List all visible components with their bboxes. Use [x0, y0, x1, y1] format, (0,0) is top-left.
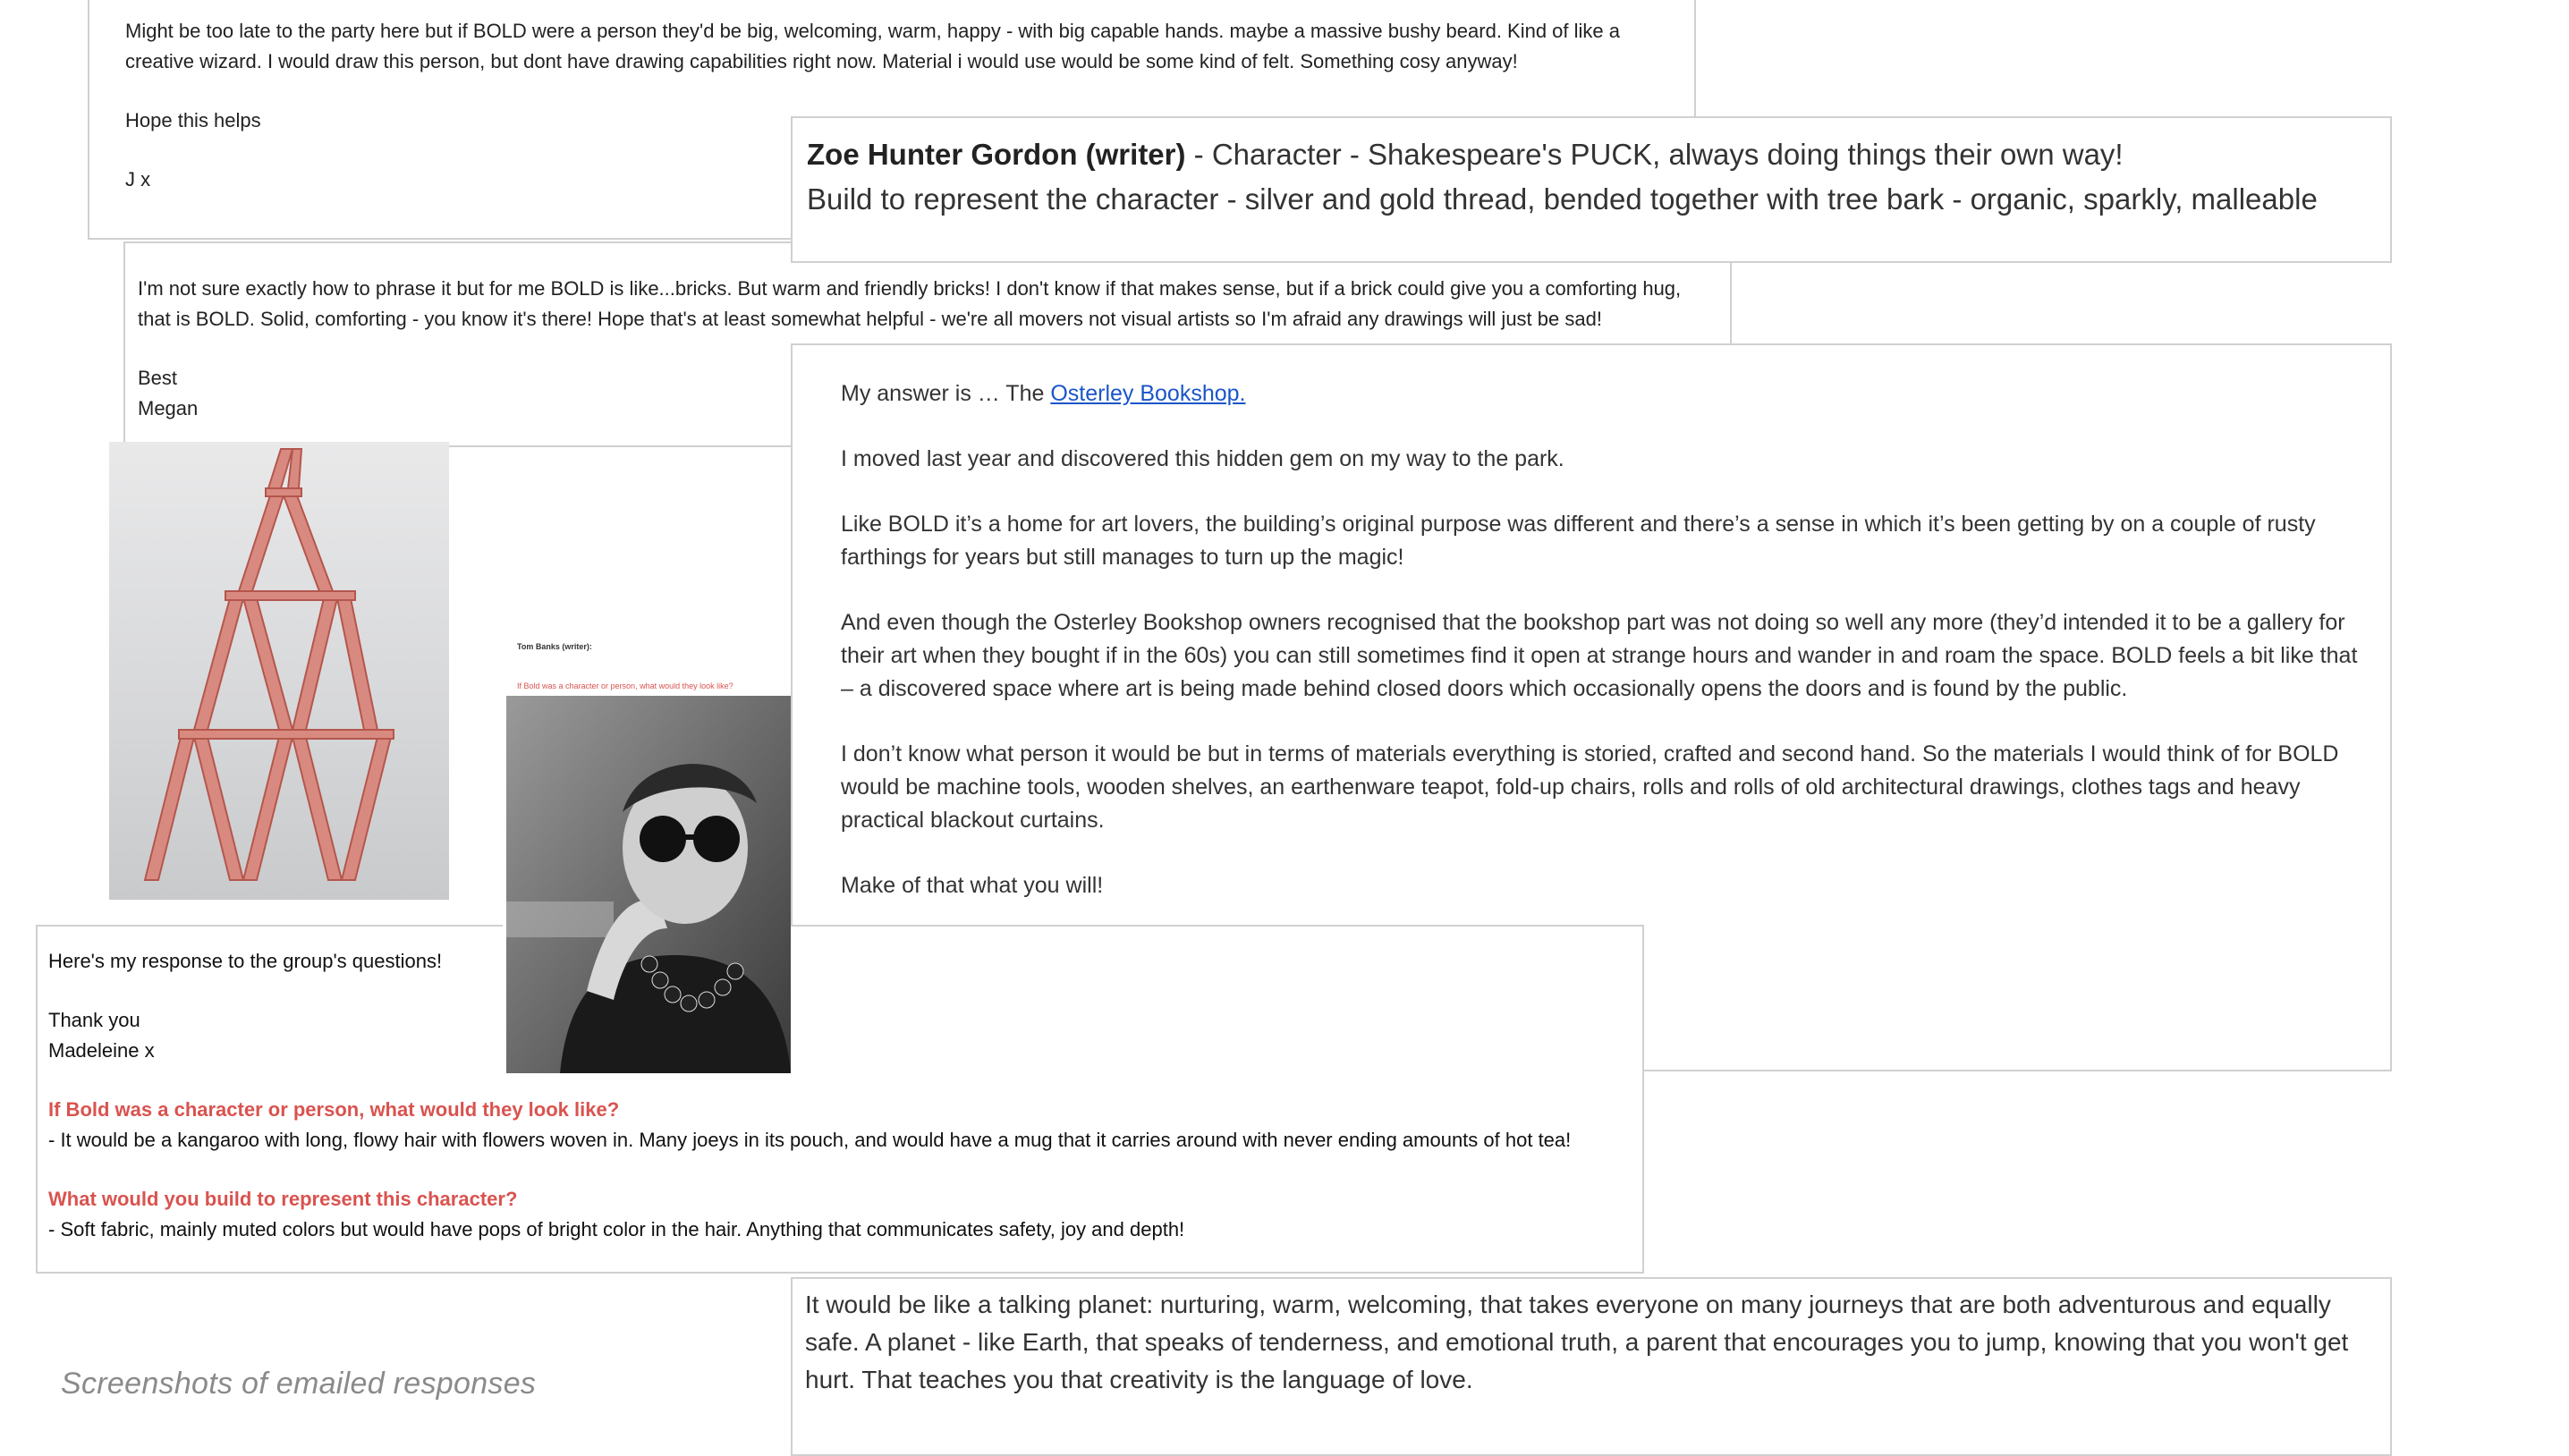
zoe-line-1 — [807, 132, 2376, 177]
house-of-cards-illustration — [109, 442, 449, 900]
osterley-p5: I don’t know what person it would be but in terms of materials everything is storied, crafted and second hand. So the materials I would think of for BOLD would be machine tools, wooden shelves, an earthenware teapot, fold-up chairs, rolls and rolls of old architectural drawings, clothes tags and heavy practical blackout curtains. — [841, 741, 2339, 833]
osterley-p3: Like BOLD it’s a home for art lovers, the building’s original purpose was different and there’s a sense in which it’s been getting by on a couple of rusty farthings for years but still manages to turn up the magic! — [841, 512, 2316, 570]
osterley-answer-prefix: My answer is … The — [841, 381, 1051, 406]
email-card-zoe — [791, 116, 2392, 263]
zoe-name: Zoe Hunter Gordon (writer) — [807, 138, 1186, 171]
planet-text: It would be like a talking planet: nurturing, warm, welcoming, that takes everyone on many journeys that are both adventurous and equally safe. A planet - like Earth, that speaks of tenderness, and emotional truth, a parent that encourages you to jump, knowing that you won't get hurt. That teaches you that creativity is the language of love. — [805, 1291, 2349, 1393]
tom-title: Tom Banks (writer): — [517, 642, 592, 651]
jx-paragraph: Might be too late to the party here but if BOLD were a person they'd be big, welcoming, warm, happy - with big capable hands. maybe a massive bushy beard. Kind of like a creative wizard. I would draw this person, but dont have drawing capabilities right now. Material i would use would be some kind of felt. Something cosy anyway! — [125, 20, 1621, 72]
madeleine-answer-1: - It would be a kangaroo with long, flowy hair with flowers woven in. Many joeys in its pouch, and would have a mug that it carries around with never ending amounts of hot tea! — [48, 1129, 1572, 1151]
zoe-line-2: Build to represent the character - silver and gold thread, bended together with tree bark - organic, sparkly, malleable — [807, 182, 2318, 216]
caption: Screenshots of emailed responses — [61, 1367, 537, 1401]
madeleine-name: Madeleine x — [48, 1039, 155, 1062]
email-card-planet — [791, 1277, 2392, 1456]
tom-question: If Bold was a character or person, what would they look like? — [517, 681, 733, 690]
megan-name: Megan — [138, 397, 199, 419]
email-card-madeleine — [36, 925, 1644, 1274]
house-of-cards-image — [109, 442, 449, 900]
osterley-bookshop-link[interactable]: Osterley Bookshop. — [1050, 381, 1246, 406]
osterley-p6: Make of that what you will! — [841, 873, 1104, 898]
portrait-photo — [506, 696, 791, 1073]
madeleine-question-2: What would you build to represent this character? — [48, 1188, 518, 1210]
osterley-p4: And even though the Osterley Bookshop owners recognised that the bookshop part was not doing so well any more (they’d intended it to be a gallery for their art when they bought if in the 60s) you can still sometimes find it open at strange hours and wander in and roam the space. BOLD feels a bit like that – a discovered space where art is being made behind closed doors which occasionally opens the doors and is found by the public. — [841, 610, 2358, 701]
portrait-illustration — [506, 696, 791, 1073]
madeleine-thanks: Thank you — [48, 1009, 140, 1031]
osterley-answer — [841, 377, 2372, 411]
jx-signoff: J x — [125, 168, 151, 190]
madeleine-intro: Here's my response to the group's questions! — [48, 950, 443, 972]
madeleine-answer-2: - Soft fabric, mainly muted colors but would have pops of bright color in the hair. Anything that communicates safety, joy and depth! — [48, 1218, 1185, 1240]
megan-best: Best — [138, 367, 178, 389]
jx-hope: Hope this helps — [125, 109, 261, 131]
zoe-character: - Character - Shakespeare's PUCK, always doing things their own way! — [1185, 138, 2124, 171]
email-card-tom — [503, 628, 791, 1073]
osterley-p2: I moved last year and discovered this hidden gem on my way to the park. — [841, 446, 1564, 471]
megan-paragraph: I'm not sure exactly how to phrase it but for me BOLD is like...bricks. But warm and friendly bricks! I don't know if that makes sense, but if a brick could give you a comforting hug, that is BOLD. Solid, comforting - you know it's there! Hope that's at least somewhat helpful - we're all movers not visual artists so I'm afraid any drawings will just be sad! — [138, 277, 1682, 330]
madeleine-question-1: If Bold was a character or person, what would they look like? — [48, 1098, 620, 1121]
